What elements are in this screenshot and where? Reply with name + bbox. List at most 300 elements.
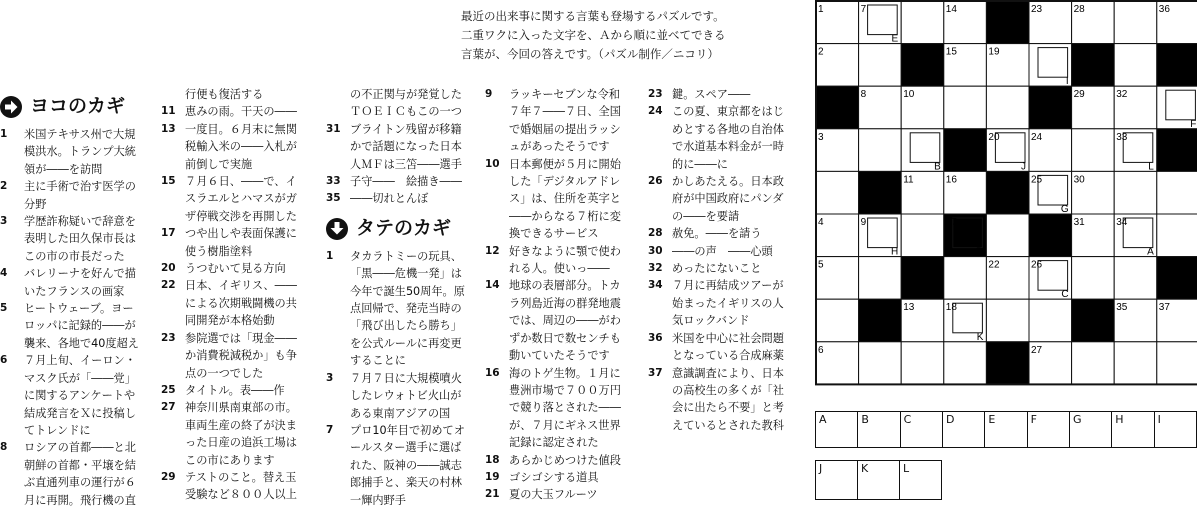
clue-text-line: ＴＯＥＩＣもこの一つ [350, 105, 462, 119]
clue-text-line: 「飛び出したら勝ち」 [350, 319, 462, 333]
clue-item [161, 103, 297, 120]
intro-line: 最近の出来事に関する言葉も登場するパズルです。 [461, 9, 725, 23]
clue-number: 3 [326, 371, 334, 384]
clue-number: 33 [326, 175, 341, 188]
clue-text-line: 一度目。６月末に無関 [185, 122, 297, 136]
clue-text-line: ロシアの首都――と北 [24, 441, 136, 455]
clue-text-line: ７月上旬、イーロン・ [24, 354, 136, 368]
black-cell [986, 342, 1029, 385]
clue-text-line: 一輝内野手 [350, 493, 406, 507]
clue-number: 22 [161, 279, 176, 292]
grid-cell[interactable] [1072, 257, 1115, 300]
cell-number: 17 [945, 217, 957, 228]
clue-item [0, 352, 139, 439]
clue-text-line: 学歴詐称疑いで辞意を [24, 215, 136, 229]
clue-text-line: かしあたえる。日本政 [672, 175, 784, 189]
double-cell-letter: A [1147, 246, 1154, 258]
double-cell-letter: H [890, 246, 899, 258]
black-cell [944, 129, 987, 172]
clue-text-line: ７年７――７日、全国 [509, 105, 621, 119]
clue-number: 12 [485, 244, 500, 257]
clue-text-line: ７月７日に大規模噴火 [350, 371, 462, 385]
clue-text-line: ス」は、住所を英字と [509, 192, 621, 206]
clue-item [648, 86, 784, 103]
clue-item [326, 173, 465, 190]
clue-text-line: ールスター選手に選ば [350, 441, 462, 455]
grid-cell[interactable] [859, 44, 902, 87]
clue-text-line: プロ10年目で初めてオ [350, 423, 465, 437]
clue-text-line: 車両生産の終了が決ま [185, 418, 297, 432]
clue-item [485, 156, 621, 243]
clue-text-line: か消費税減税か」も争 [185, 349, 297, 363]
cell-number: 12 [903, 259, 915, 271]
clue-text-line: 夏の大玉フルーツ [509, 488, 598, 502]
clue-text-line: 恵みの雨。干天の―― [185, 105, 297, 119]
clue-text-line: スラエルとハマスがガ [185, 192, 297, 206]
clue-text-line: 豊洲市場で７００万円 [509, 383, 621, 397]
cell-number: 26 [1031, 259, 1043, 271]
clue-item [161, 121, 297, 173]
double-cell-letter: B [934, 161, 941, 173]
cell-number: 28 [1073, 4, 1085, 15]
clue-text-line: 主に手術で治す医学の [24, 180, 136, 194]
clue-number: 35 [326, 192, 341, 205]
grid-cell[interactable] [859, 129, 902, 172]
clue-text-line: 点回帰で、発売当時の [350, 302, 462, 316]
clue-text-line: を公式ルールに再変更 [350, 336, 462, 350]
clue-number: 27 [161, 401, 176, 414]
clue-number: 29 [161, 470, 176, 483]
clue-text-line: ――切れとんぼ [350, 192, 429, 206]
grid-cell[interactable] [1114, 44, 1157, 87]
clue-number: 24 [648, 105, 663, 118]
double-cell-letter: I [1065, 76, 1069, 88]
clue-item [485, 243, 621, 278]
clue-text-line: ブライトン残留が移籍 [350, 122, 462, 136]
clue-text-line: 「黒――危機一発」は [350, 267, 462, 281]
clue-item [161, 330, 297, 382]
clue-text-line: つや出しや表面保護に [185, 227, 297, 241]
clue-text-line: ――からなる７桁に変 [509, 209, 621, 223]
clue-item [326, 190, 465, 207]
grid-cell[interactable] [859, 257, 902, 300]
clue-item [161, 225, 297, 260]
clue-number: 13 [161, 122, 176, 135]
clue-number: 20 [161, 262, 176, 275]
clue-item [0, 178, 139, 213]
cell-number: 18 [945, 302, 957, 314]
grid-cell[interactable] [1072, 129, 1115, 172]
clue-text-line: かで話題になった日本 [350, 140, 462, 154]
cell-number: 4 [818, 217, 824, 228]
clue-number: 3 [0, 215, 8, 228]
answer-cell[interactable]: L [903, 462, 910, 475]
clue-text-line: 参院選では「現金―― [185, 331, 297, 345]
clue-text-line: 今年で誕生50周年。原 [350, 284, 465, 298]
crossword-grid [815, 0, 1197, 386]
clue-number: 8 [0, 441, 8, 454]
clue-item [0, 126, 139, 178]
answer-row-1 [815, 411, 1197, 448]
grid-cell[interactable] [1157, 342, 1197, 385]
cell-number: 20 [988, 131, 1000, 143]
clue-item [648, 103, 784, 173]
clue-text-line: の高校生の多くが「社 [672, 383, 784, 397]
clue-number: 34 [648, 279, 663, 292]
clue-text-line: による次期戦闘機の共 [185, 296, 297, 310]
arrow-down-icon [326, 218, 348, 240]
clue-text-line: 使う樹脂塗料 [185, 244, 253, 258]
clue-text-line: 赦免。――を請う [672, 227, 762, 241]
clue-text-line: うつむいて見る方向 [185, 262, 286, 276]
clue-item [648, 243, 784, 260]
cell-number: 19 [988, 46, 1000, 58]
grid-cell[interactable] [986, 86, 1029, 129]
clue-text-line: の――を要請 [672, 209, 740, 223]
clue-text-line: 襲来、各地で40度超え [24, 336, 139, 350]
clue-text-line: ぶ直通列車の運行が６ [24, 476, 136, 490]
clue-text-line: 領が――を訪問 [24, 162, 103, 176]
clue-text-line: マスク氏が「――党」 [24, 371, 136, 385]
black-cell [1157, 257, 1197, 300]
clue-item [648, 173, 784, 225]
clue-column-4 [485, 86, 621, 504]
answer-cell[interactable]: D [943, 412, 985, 447]
clue-number: 1 [326, 249, 334, 262]
black-cell [859, 299, 902, 342]
black-cell [859, 171, 902, 214]
clue-number: 7 [326, 423, 334, 436]
grid-cell[interactable] [944, 86, 987, 129]
clue-number: 28 [648, 227, 663, 240]
grid-cell[interactable] [1029, 299, 1072, 342]
clue-item [648, 225, 784, 242]
clue-item [161, 382, 297, 399]
grid-cell[interactable] [901, 1, 944, 44]
clue-text-line: 米国テキサス州で大規 [24, 128, 136, 141]
cell-number: 2 [818, 46, 824, 58]
clue-number: 18 [485, 453, 500, 466]
clue-text-line: したレウォトビ火山が [350, 389, 462, 403]
clue-text-line: ヒートウェーブ。ヨー [24, 302, 134, 316]
clue-text-line: で婚姻届の提出ラッシ [509, 122, 621, 136]
clue-text-line: この市にあります [185, 453, 275, 467]
clue-text-line: ゴシゴシする道具 [509, 470, 599, 484]
clue-number: 2 [0, 180, 8, 193]
clue-text-line: 行便も復活する [185, 88, 264, 101]
grid-cell[interactable] [944, 342, 987, 385]
clue-text-line: ザ停戦交渉を再開した [185, 209, 297, 223]
clue-text-line: 日本郵便が５月に開始 [509, 157, 621, 171]
clue-item [326, 248, 465, 370]
clue-text-line: この夏、東京都をはじ [672, 105, 784, 119]
clue-text-line: った日産の追浜工場は [185, 436, 297, 450]
clue-text-line: 郎捕手と、楽天の村林 [350, 476, 462, 490]
clue-text-line: 前倒しで実施 [185, 157, 253, 171]
clue-text-line: では、周辺の――がわ [509, 314, 621, 328]
clue-item [161, 173, 297, 225]
clue-text-line: ラッキーセブンな令和 [509, 88, 620, 101]
clue-text-line: 動いていたそうです [509, 349, 610, 363]
clue-text-line: 記録に認定された [509, 436, 599, 450]
black-cell [1072, 299, 1115, 342]
answer-row-2 [815, 460, 942, 500]
clue-item [485, 452, 621, 469]
answer-cell[interactable]: C [901, 412, 943, 447]
cell-number: 24 [1031, 131, 1043, 143]
grid-cell[interactable] [1157, 171, 1197, 214]
clue-item [161, 277, 297, 329]
grid-cell[interactable] [816, 171, 859, 214]
grid-cell[interactable] [1114, 342, 1157, 385]
clue-text-line: 人ＭＦは三笘――選手 [350, 157, 462, 171]
clue-number: 25 [161, 383, 176, 396]
cell-number: 1 [818, 4, 824, 15]
clue-item [485, 277, 621, 364]
answer-cell[interactable]: I [1157, 413, 1161, 426]
double-cell-letter: L [1148, 161, 1154, 173]
clue-text-line: 同開発が本格始動 [185, 314, 275, 328]
black-cell [1157, 129, 1197, 172]
clue-text-line: 税輸入米の――入札が [185, 140, 297, 154]
clue-text-line: いたフランスの画家 [24, 284, 125, 298]
grid-cell[interactable] [816, 299, 859, 342]
clue-text-line: 的に――に [672, 157, 728, 171]
answer-cell[interactable]: B [858, 412, 900, 447]
answer-cell[interactable]: G [1070, 412, 1112, 447]
clue-number: 4 [0, 267, 8, 280]
intro-line: 言葉が、今回の答えです。（パズル制作／ニコリ） [461, 47, 719, 61]
cell-number: 5 [818, 259, 824, 271]
clue-number: 6 [0, 354, 8, 367]
clue-text-line: 会に出たら不要」と考 [672, 401, 784, 415]
clue-item [485, 469, 621, 486]
cell-number: 16 [945, 174, 957, 186]
cell-number: 25 [1031, 174, 1043, 186]
clue-number: 23 [648, 88, 663, 100]
answer-cell[interactable]: E [985, 412, 1027, 447]
clue-text-line: 始まったイギリスの人 [672, 296, 784, 310]
cell-number: 29 [1073, 89, 1085, 101]
section-title: タテのカギ [356, 217, 452, 240]
clue-item [326, 422, 465, 509]
clue-text-line: に関するアンケートや [24, 389, 136, 403]
clue-item [161, 260, 297, 277]
clue-text-line: 月に再開。飛行機の直 [24, 493, 136, 507]
clue-item [648, 365, 784, 435]
answer-cell[interactable]: H [1112, 412, 1154, 447]
clue-text-line: が、７月にギネス世界 [509, 418, 621, 432]
clue-number: 5 [0, 302, 8, 315]
clue-item [0, 213, 139, 265]
black-cell [901, 44, 944, 87]
clue-text-line: 海のトゲ生物。１月に [509, 366, 621, 380]
double-cell-letter: C [1061, 289, 1069, 301]
clue-item [0, 300, 139, 352]
yoko-header [0, 90, 139, 124]
black-cell [1029, 214, 1072, 257]
clue-text-line: れた、阪神の――誠志 [350, 458, 462, 472]
clue-text-line: れる人。使いっ―― [509, 262, 610, 276]
clue-text-line: で水道基本料金が一時 [672, 140, 784, 154]
clue-number: 36 [648, 331, 663, 344]
cell-number: 9 [860, 217, 867, 228]
clue-number: 19 [485, 470, 500, 483]
cell-number: 32 [1116, 89, 1128, 101]
clue-text-line: した「デジタルアドレ [509, 175, 621, 189]
clue-number: 30 [648, 244, 663, 257]
cell-number: 35 [1116, 302, 1128, 314]
clue-text-line: 鍵。スペア―― [672, 88, 751, 101]
clue-text-line: 表明した田久保市長は [24, 232, 136, 246]
clue-text-line: ある東南アジアの国 [350, 406, 451, 420]
clue-text-line: 換できるサービス [509, 227, 599, 241]
clue-text-line: 神奈川県南東部の市。 [185, 401, 297, 415]
clue-item [161, 86, 297, 103]
black-cell [1157, 44, 1197, 87]
clue-text-line: めとする各地の自治体 [672, 122, 784, 136]
clue-text-line: タカラトミーの玩具、 [350, 249, 462, 263]
clue-text-line: ７月６日、――で、イ [185, 175, 297, 189]
cell-number: 13 [903, 302, 915, 314]
black-cell [1029, 86, 1072, 129]
clue-number: 26 [648, 175, 663, 188]
clue-number: 17 [161, 227, 176, 240]
clue-item [161, 399, 297, 469]
grid-cell[interactable] [1114, 257, 1157, 300]
cell-number: 37 [1158, 302, 1170, 314]
clue-text-line: 米国を中心に社会問題 [672, 331, 784, 345]
clue-text-line: 気ロックバンド [672, 314, 750, 328]
intro-line: 二重ワクに入った文字を、Ａから順に並べてできる [461, 28, 726, 42]
clue-text-line: えているとされた教科 [672, 418, 784, 432]
cell-number: 11 [903, 174, 914, 186]
double-cell-letter: K [976, 331, 984, 343]
clue-text-line: ７月に再結成ツアーが [672, 279, 784, 293]
grid-cell[interactable] [944, 257, 987, 300]
arrow-right-icon [0, 96, 22, 118]
grid-cell[interactable] [859, 342, 902, 385]
grid-cell[interactable] [986, 214, 1029, 257]
answer-cell[interactable]: J [816, 461, 858, 499]
clue-text-line: この市の市長だった [24, 249, 125, 263]
clue-number: 23 [161, 331, 176, 344]
clue-number: 1 [0, 128, 8, 140]
black-cell [986, 1, 1029, 44]
grid-cell[interactable] [901, 342, 944, 385]
cell-number: 8 [860, 89, 867, 101]
clue-number: 10 [485, 157, 500, 170]
clue-item [648, 277, 784, 329]
clue-item [485, 365, 621, 452]
black-cell [986, 171, 1029, 214]
clue-text-line: ――の声 ――心頭 [672, 244, 773, 258]
clue-text-line: で競り落とされた―― [509, 401, 621, 415]
answer-cell[interactable]: A [816, 412, 858, 447]
clue-column-1 [0, 86, 139, 509]
clue-text-line: 結成発言をＸに投稿し [24, 406, 136, 420]
double-cell-letter: G [1060, 204, 1069, 215]
clue-item [0, 439, 139, 509]
cell-number: 6 [818, 344, 824, 356]
clue-text-line: ラ列島近海の群発地震 [509, 296, 621, 310]
clue-number: 31 [326, 122, 341, 135]
clue-number: 32 [648, 262, 663, 275]
grid-cell[interactable] [1157, 214, 1197, 257]
black-cell [1072, 44, 1115, 87]
clue-text-line: 子守―― 絵描き―― [350, 175, 462, 189]
grid-cell[interactable] [1114, 1, 1157, 44]
double-cell-letter: J [1021, 161, 1026, 173]
clue-number: 37 [648, 366, 663, 379]
grid-cell[interactable] [1114, 171, 1157, 214]
clue-number: 15 [161, 175, 176, 188]
cell-number: 27 [1031, 344, 1043, 356]
clue-text-line: あらかじめつけた値段 [509, 453, 621, 467]
black-cell [816, 86, 859, 129]
clue-text-line: テストのこと。替え玉 [185, 470, 297, 484]
clue-item [648, 260, 784, 277]
double-cell-letter: F [1190, 118, 1197, 130]
clue-text-line: ずか数日で数センチも [509, 331, 621, 345]
clue-item [0, 265, 139, 300]
clue-text-line: の不正関与が発覚した [350, 88, 462, 101]
clue-text-line: 模洪水。トランプ大統 [24, 145, 136, 159]
clue-text-line: 府が中国政府にパンダ [672, 192, 784, 206]
cell-number: 36 [1158, 4, 1170, 15]
clue-text-line: 好きなように顎で使わ [509, 244, 621, 258]
clue-text-line: バレリーナを好んで描 [24, 267, 136, 281]
clue-text-line: することに [350, 354, 406, 368]
double-cell-letter: D [976, 246, 984, 258]
clue-text-line: となっている合成麻薬 [672, 349, 784, 363]
cell-number: 14 [945, 4, 957, 15]
cell-number: 3 [818, 131, 824, 143]
section-title: ヨコのカギ [30, 95, 126, 118]
clue-column-2 [161, 86, 297, 504]
grid-cell[interactable] [1072, 342, 1115, 385]
cell-number: 30 [1073, 174, 1085, 186]
double-cell-letter: E [891, 33, 899, 45]
clue-number: 16 [485, 366, 500, 379]
cell-number: 31 [1073, 217, 1085, 228]
clue-number: 21 [485, 488, 500, 501]
clue-text-line: 点の一つでした [185, 366, 264, 380]
cell-number: 7 [860, 4, 867, 15]
clue-text-line: ロッパに記録的――が [24, 319, 136, 333]
grid-cell[interactable] [901, 214, 944, 257]
answer-cell[interactable]: F [1028, 412, 1070, 447]
clue-item [485, 486, 621, 503]
clue-item [648, 330, 784, 365]
cell-number: 33 [1116, 131, 1128, 143]
grid-cell[interactable] [986, 299, 1029, 342]
clue-column-5 [648, 86, 784, 434]
clue-text-line: めったにないこと [672, 262, 762, 276]
clue-item [161, 469, 297, 504]
clue-text-line: 分野 [24, 197, 47, 211]
cell-number: 23 [1031, 4, 1043, 15]
clue-text-line: 地球の表層部分。トカ [509, 279, 621, 293]
cell-number: 22 [988, 259, 1000, 271]
cell-number: 34 [1116, 217, 1128, 228]
tate-header [326, 212, 465, 246]
answer-cell[interactable]: K [858, 461, 900, 499]
clue-item [326, 121, 465, 173]
cell-number: 10 [903, 89, 915, 101]
clue-number: 14 [485, 279, 500, 292]
clue-item [326, 370, 465, 422]
